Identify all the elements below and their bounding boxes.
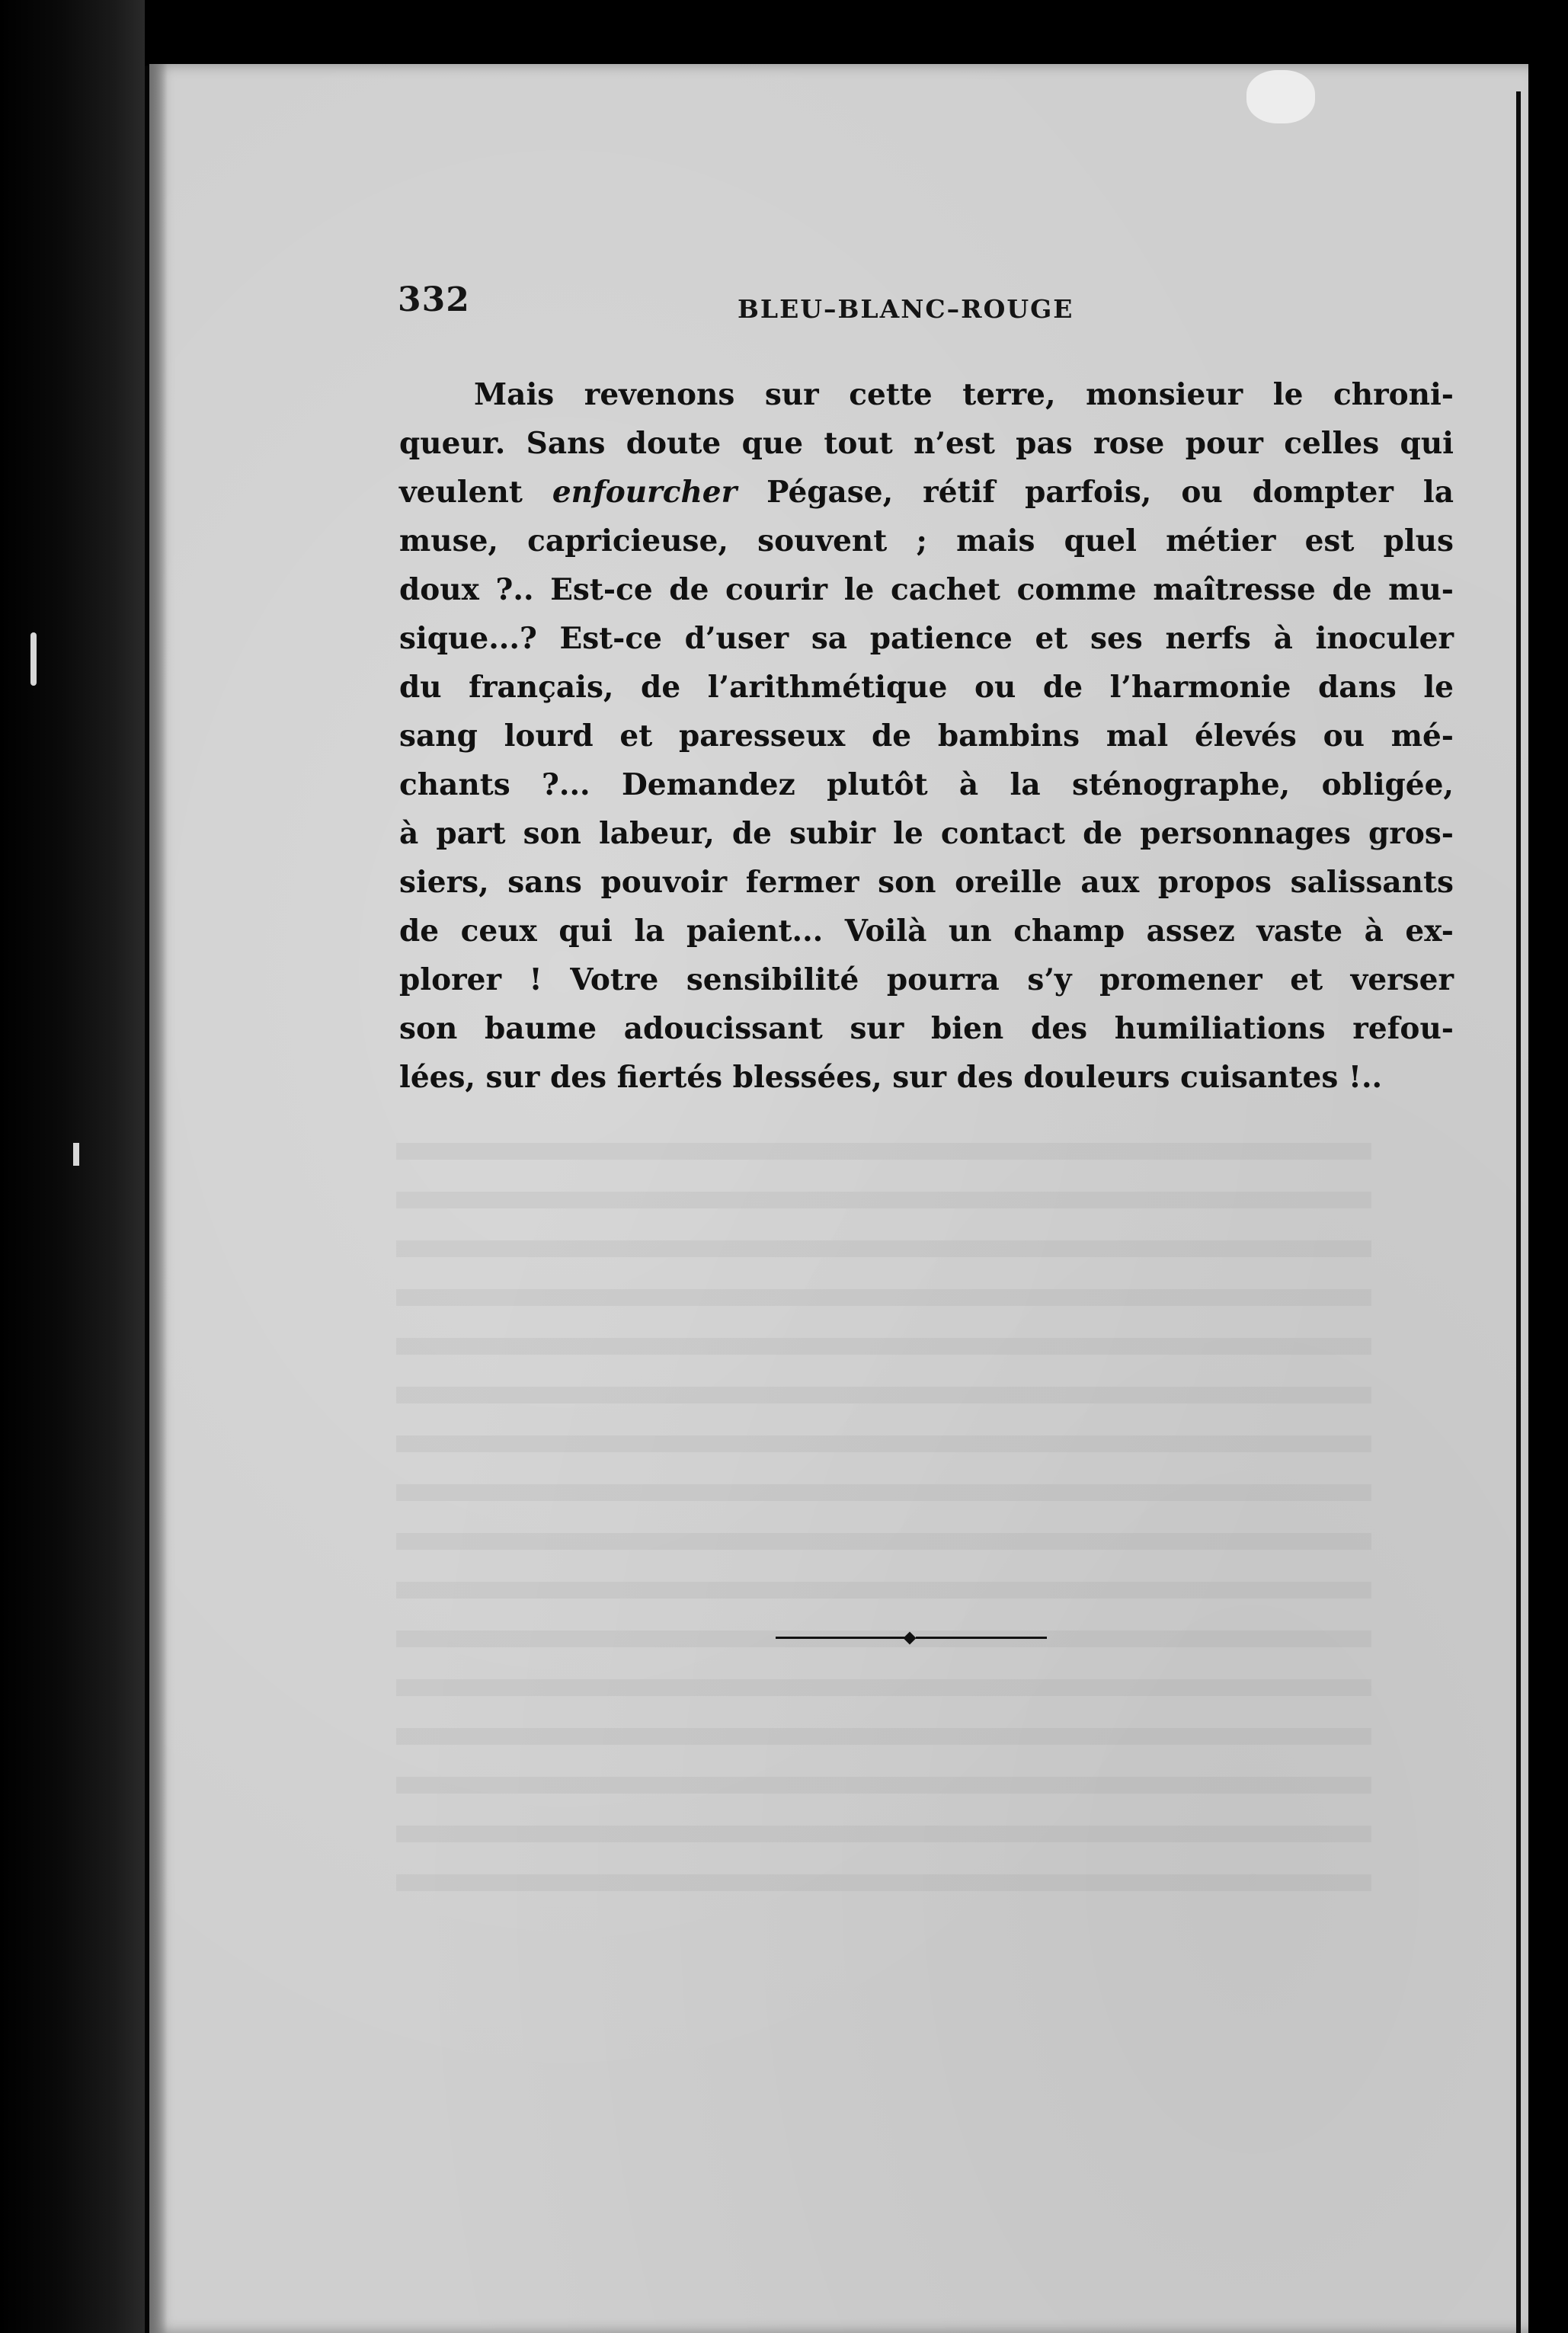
scan-top-border [145,0,1531,66]
ornament-rule-left [776,1637,907,1639]
text-line: chants ?... Demandez plutôt à la sténographe, obligée, [399,767,1454,802]
text-line: queur. Sans doute que tout n’est pas rose pour celles qui [399,426,1454,461]
text-line: muse, capricieuse, souvent ; mais quel métier est plus [399,523,1454,558]
page-number: 332 [398,280,470,319]
text-line: à part son labeur, de subir le contact de personnages gros- [399,816,1454,851]
section-end-ornament [776,1634,1047,1641]
text-line: sique...? Est-ce d’user sa patience et ses nerfs à inoculer [399,621,1454,656]
bleed-through-text [396,1143,1371,1905]
italic-word: enfourcher [552,475,738,510]
text-line: lées, sur des fiertés blessées, sur des douleurs cuisantes !.. [399,1060,1383,1095]
body-paragraph [399,370,1454,1102]
book-binding-edge [0,0,145,2333]
margin-mark [73,1143,79,1166]
text-line: doux ?.. Est-ce de courir le cachet comme maîtresse de mu- [399,572,1454,607]
margin-mark [30,632,37,686]
text-line: du français, de l’arithmétique ou de l’harmonie dans le [399,670,1454,705]
text-fragment: Pégase, rétif parfois, ou dompter la [737,475,1454,510]
text-line: sang lourd et paresseux de bambins mal élevés ou mé- [399,718,1454,754]
paper-damage-spot [1246,70,1315,123]
text-line [399,468,1454,517]
text-line: Mais revenons sur cette terre, monsieur le chroni- [474,377,1454,412]
text-line: plorer ! Votre sensibilité pourra s’y promener et verser [399,962,1454,997]
text-line: siers, sans pouvoir fermer son oreille aux propos salissants [399,865,1454,900]
page-right-edge-line [1516,91,1521,2333]
page-gutter-shadow [149,64,168,2333]
ornament-rule-right [916,1637,1047,1639]
text-fragment: veulent [399,475,552,510]
running-title: BLEU–BLANC–ROUGE [738,294,1074,324]
scan-right-border [1528,0,1568,2333]
text-line: de ceux qui la paient... Voilà un champ assez vaste à ex- [399,914,1454,949]
text-line: son baume adoucissant sur bien des humiliations refou- [399,1011,1454,1046]
